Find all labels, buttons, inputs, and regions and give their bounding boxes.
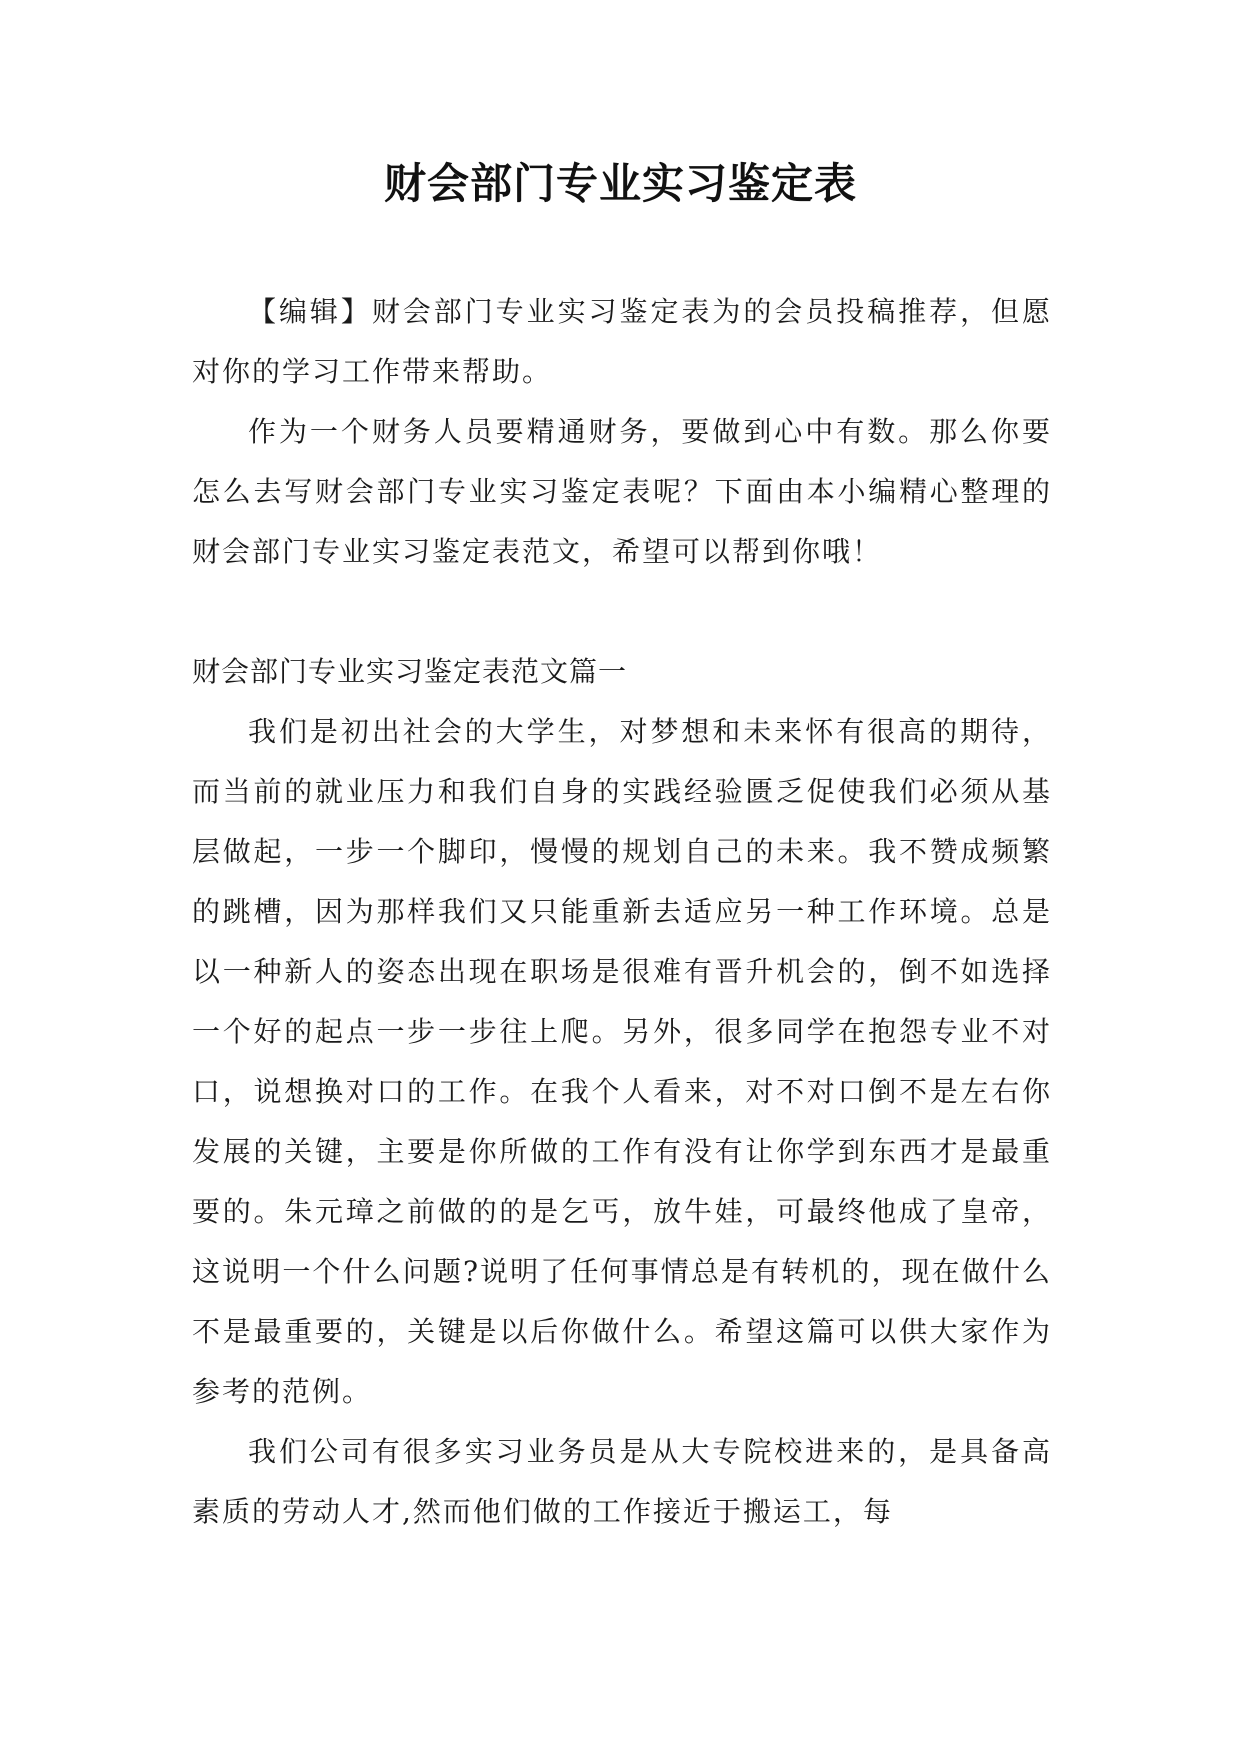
document-body: [192, 282, 1052, 1542]
section-heading: 财会部门专业实习鉴定表范文篇一: [192, 655, 628, 688]
section-paragraph: 我们是初出社会的大学生，对梦想和未来怀有很高的期待，而当前的就业压力和我们自身的实践经验匮乏促使我们必须从基层做起，一步一个脚印，慢慢的规划自己的未来。我不赞成频繁的跳槽，因为那样我们又只能重新去适应另一种工作环境。总是以一种新人的姿态出现在职场是很难有晋升机会的，倒不如选择一个好的起点一步一步往上爬。另外，很多同学在抱怨专业不对口，说想换对口的工作。在我个人看来，对不对口倒不是左右你发展的关键，主要是你所做的工作有没有让你学到东西才是最重要的。朱元璋之前做的的是乞丐，放牛娃，可最终他成了皇帝，这说明一个什么问题?说明了任何事情总是有转机的，现在做什么不是最重要的，关键是以后你做什么。希望这篇可以供大家作为参考的范例。: [192, 715, 1052, 1408]
section-paragraph: 我们公司有很多实习业务员是从大专院校进来的，是具备高素质的劳动人才,然而他们做的工作接近于搬运工，每: [192, 1435, 1052, 1528]
intro-paragraph: 作为一个财务人员要精通财务，要做到心中有数。那么你要怎么去写财会部门专业实习鉴定表呢？下面由本小编精心整理的财会部门专业实习鉴定表范文，希望可以帮到你哦！: [192, 415, 1052, 568]
intro-paragraph-editor-note: 【编辑】财会部门专业实习鉴定表为的会员投稿推荐，但愿对你的学习工作带来帮助。: [192, 295, 1052, 388]
page-title: 财会部门专业实习鉴定表: [383, 159, 857, 208]
